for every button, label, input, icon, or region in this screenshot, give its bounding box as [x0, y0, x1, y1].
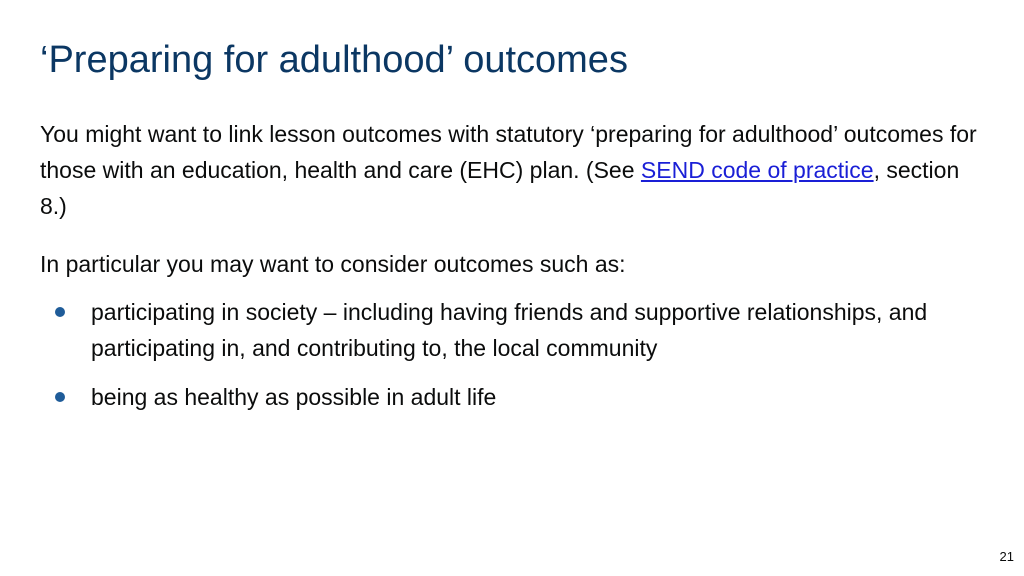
list-item-text: being as healthy as possible in adult life [91, 384, 497, 410]
outcomes-list [40, 294, 980, 415]
page-number: 21 [999, 549, 1014, 564]
list-item [40, 294, 980, 366]
bullet-dot-icon [55, 392, 65, 402]
lead-in-paragraph: In particular you may want to consider outcomes such as: [40, 251, 626, 277]
send-code-of-practice-link[interactable]: SEND code of practice [640, 157, 874, 183]
intro-paragraph [40, 116, 980, 224]
intro-text: You might want to link lesson outcomes with statutory ‘preparing for adulthood’ outcomes for those with an education, health and care (EHC) plan. (See [40, 121, 977, 183]
slide-title: ‘Preparing for adulthood’ outcomes [40, 39, 628, 81]
list-item [40, 379, 980, 415]
slide-body [40, 116, 980, 428]
intro-text-end: , section 8.) [40, 157, 960, 219]
list-item-text: participating in society – including having friends and supportive relationships, and participating in, and contributing to, the local community [91, 299, 928, 361]
bullet-dot-icon [55, 307, 65, 317]
